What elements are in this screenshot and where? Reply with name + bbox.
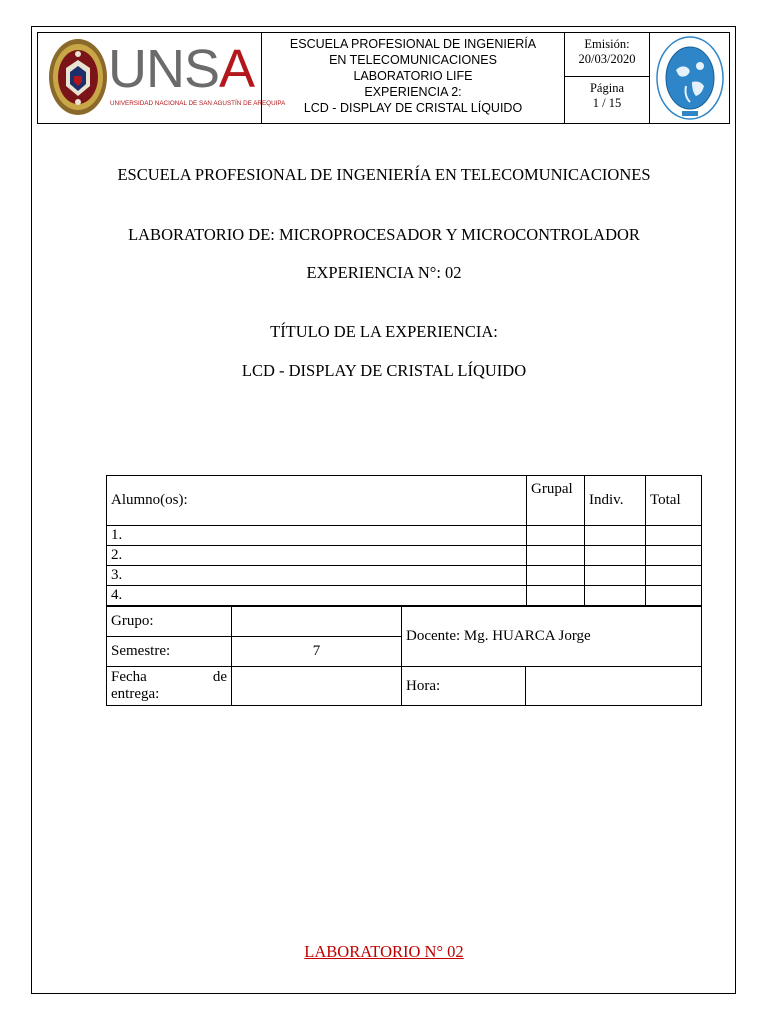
university-logo <box>38 33 286 123</box>
semester-label: Semestre: <box>107 637 232 667</box>
student-name-cell[interactable]: 3. <box>107 566 527 586</box>
group-grade-cell[interactable] <box>527 586 585 606</box>
semester-value[interactable]: 7 <box>232 637 402 667</box>
header-title-line: LABORATORIO LIFE <box>353 69 473 83</box>
experience-title: LCD - DISPLAY DE CRISTAL LÍQUIDO <box>241 361 527 380</box>
table-row <box>107 586 702 606</box>
table-row <box>107 526 702 546</box>
table-row <box>107 566 702 586</box>
column-header-group-grade: Grupal <box>527 476 585 526</box>
page-number: 1 / 15 <box>592 96 622 110</box>
header-title <box>262 33 565 123</box>
page-box <box>565 77 649 123</box>
document-header <box>37 32 730 124</box>
group-value[interactable] <box>232 607 402 637</box>
lab-number-footer: LABORATORIO N° 02 <box>304 942 464 961</box>
university-name: UNIVERSIDAD NACIONAL DE SAN AGUSTÍN DE AREQUIPA <box>110 100 286 107</box>
emission-box <box>565 33 649 77</box>
university-wordmark: UNSA <box>108 39 255 99</box>
laboratory-name: LABORATORIO DE: MICROPROCESADOR Y MICROCONTROLADOR <box>128 225 640 244</box>
table-row <box>107 546 702 566</box>
individual-grade-cell[interactable] <box>585 566 646 586</box>
column-header-students: Alumno(os): <box>107 476 527 526</box>
instructor-name: Docente: Mg. HUARCA Jorge <box>402 607 702 667</box>
total-grade-cell[interactable] <box>646 566 702 586</box>
emission-date: 20/03/2020 <box>578 52 636 66</box>
student-name-cell[interactable]: 4. <box>107 586 527 606</box>
column-header-total-grade: Total <box>646 476 702 526</box>
header-title-line: EN TELECOMUNICACIONES <box>329 53 497 67</box>
header-meta <box>565 33 650 123</box>
experience-number: EXPERIENCIA N°: 02 <box>306 263 462 282</box>
header-title-line: EXPERIENCIA 2: <box>364 85 462 99</box>
group-grade-cell[interactable] <box>527 546 585 566</box>
experience-title-label: TÍTULO DE LA EXPERIENCIA: <box>270 322 498 341</box>
delivery-date-label: Fecha de entrega: <box>107 667 232 706</box>
time-label: Hora: <box>402 667 526 706</box>
info-row-delivery <box>107 667 702 706</box>
group-label: Grupo: <box>107 607 232 637</box>
students-table <box>106 475 702 606</box>
group-grade-cell[interactable] <box>527 566 585 586</box>
delivery-date-value[interactable] <box>232 667 402 706</box>
info-table <box>106 606 702 706</box>
total-grade-cell[interactable] <box>646 526 702 546</box>
individual-grade-cell[interactable] <box>585 586 646 606</box>
individual-grade-cell[interactable] <box>585 546 646 566</box>
page-label: Página <box>589 81 625 95</box>
total-grade-cell[interactable] <box>646 546 702 566</box>
school-seal-icon <box>656 36 724 120</box>
student-name-cell[interactable]: 1. <box>107 526 527 546</box>
emission-label: Emisión: <box>584 37 630 51</box>
header-title-line: ESCUELA PROFESIONAL DE INGENIERÍA <box>289 37 537 51</box>
individual-grade-cell[interactable] <box>585 526 646 546</box>
total-grade-cell[interactable] <box>646 586 702 606</box>
group-grade-cell[interactable] <box>527 526 585 546</box>
header-title-line: LCD - DISPLAY DE CRISTAL LÍQUIDO <box>303 101 523 115</box>
school-logo <box>650 33 729 123</box>
school-name: ESCUELA PROFESIONAL DE INGENIERÍA EN TELECOMUNICACIONES <box>117 165 651 184</box>
column-header-individual-grade: Indiv. <box>585 476 646 526</box>
university-seal-icon <box>48 38 108 116</box>
student-name-cell[interactable]: 2. <box>107 546 527 566</box>
time-value[interactable] <box>526 667 702 706</box>
students-header-row <box>107 476 702 526</box>
info-row-group <box>107 607 702 637</box>
